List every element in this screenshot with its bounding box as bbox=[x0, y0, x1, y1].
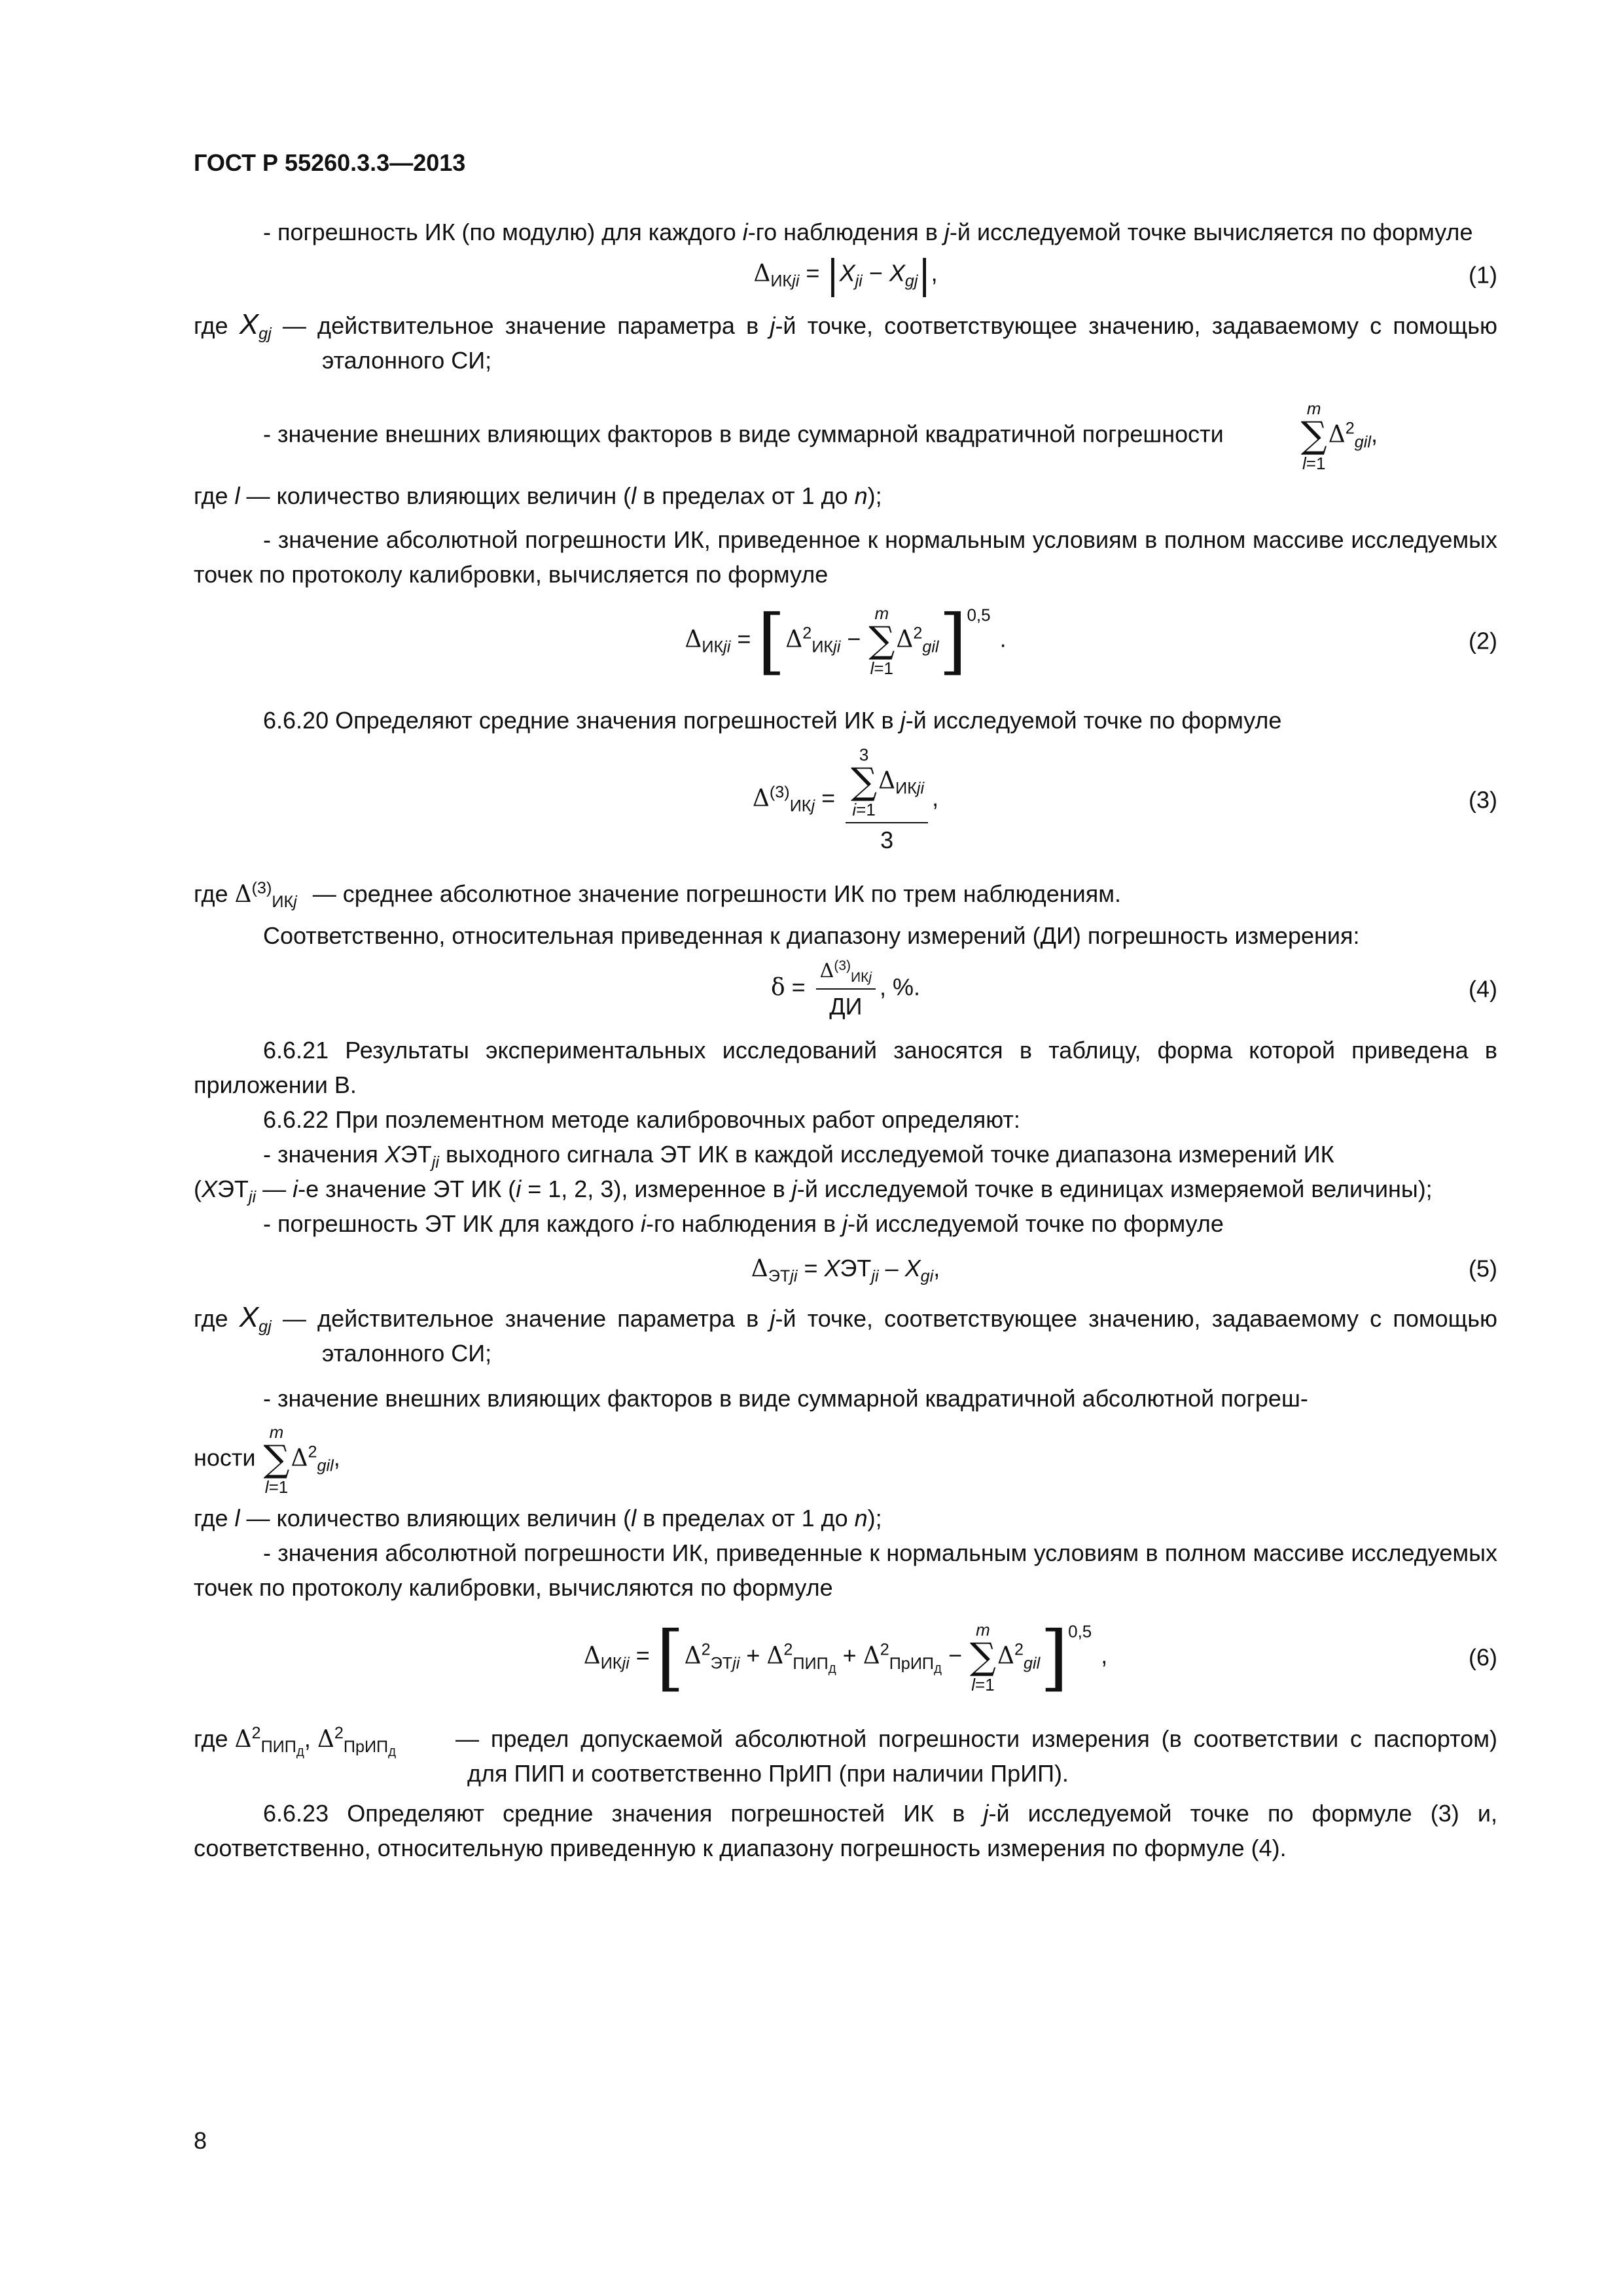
definition-text: — предел допускаемой абсолютной погрешности измерения (в соответствии с паспортом) для ПИП и соответственно ПрИП (при наличии ПрИП). bbox=[455, 1725, 1497, 1787]
definition: где $\Delta^2_{ПИП_Д}$, $\Delta^2_{ПрИП_Д}$ — предел допускаемой абсолютной погрешности измерения (в соответствии с паспортом) для ПИП и соответственно ПрИП (при наличии ПрИП). bbox=[194, 1721, 1497, 1791]
paragraph: - значение внешних влияющих факторов в виде суммарной квадратичной абсолютной погреш- bbox=[263, 1385, 1308, 1412]
paragraph: где $\Delta^{(3)}_{ИКj}$ — среднее абсолютное значение погрешности ИК по трем наблюдениям. bbox=[194, 879, 1121, 912]
paragraph: - значение внешних влияющих факторов в виде суммарной квадратичной погрешности m ∑ l=1 $\Delta^2_{gil}$, bbox=[263, 399, 1378, 473]
document-header: ГОСТ Р 55260.3.3—2013 bbox=[194, 149, 466, 176]
paragraph: ности m ∑ l=1 $\Delta^2_{gil}$, bbox=[194, 1422, 340, 1497]
paragraph: 6.6.23 Определяют средние значения погрешностей ИК в j-й исследуемой точке по формуле (3) и, соответственно, относительную приведенную к диапазону погрешность измерения по формуле (4). bbox=[194, 1800, 1497, 1861]
paragraph: где $X_{gj}$ — действительное значение параметра в j-й точке, соответствующее значению, задаваемому с помощью эталонного СИ; bbox=[194, 1301, 1498, 1367]
formula-number: (1) bbox=[1469, 261, 1497, 289]
formula-number: (3) bbox=[1469, 786, 1497, 814]
page-number: 8 bbox=[194, 2127, 207, 2154]
formula-1: $\Delta_{ИКji} = |X_{ji} - X_{gj}|$, (1) bbox=[753, 252, 1497, 298]
paragraph: 6.6.22 При поэлементном методе калибровочных работ определяют: bbox=[263, 1106, 1020, 1133]
formula-5: $\Delta_{ЭТji} = XЭТ_{ji} - X_{gi}$, (5) bbox=[194, 1241, 1497, 1296]
paragraph: Соответственно, относительная приведенная к диапазону измерений (ДИ) погрешность измерения: bbox=[263, 922, 1360, 949]
paragraph: - значение абсолютной погрешности ИК, приведенное к нормальным условиям в полном массиве исследуемых точек по протоколу калибровки, вычисляется по формуле bbox=[194, 526, 1497, 588]
paragraph: - погрешность ИК (по модулю) для каждого i-го наблюдения в j-й исследуемой точке вычисляется по формуле bbox=[263, 219, 1473, 245]
formula-6: $\Delta_{ИКji} = [\Delta^2_{ЭТji} + \Delta^2_{ПИП_Д} + \Delta^2_{ПрИП_Д}$ − m ∑ l=1 $\Delta^2_{gil}]^{0,5}$, (6) bbox=[583, 1615, 1497, 1699]
paragraph: 6.6.21 Результаты экспериментальных исследований заносятся в таблицу, форма которой приведена в приложении В. bbox=[194, 1037, 1497, 1098]
formula-number: (6) bbox=[1469, 1643, 1497, 1671]
formula-4: δ = $\frac{\Delta^{(3)}_{ИКj}}{ДИ}$ , %. (4) bbox=[770, 958, 1497, 1020]
paragraph: где l — количество влияющих величин (l в пределах от 1 до n); bbox=[194, 482, 882, 509]
paragraph: - значения $XЭТ_{ji}$ выходного сигнала ЭТ ИК в каждой исследуемой точке диапазона измерений ИК bbox=[263, 1141, 1334, 1172]
formula-number: (4) bbox=[1469, 975, 1497, 1003]
paragraph: - погрешность ЭТ ИК для каждого i-го наблюдения в j-й исследуемой точке по формуле bbox=[263, 1210, 1224, 1237]
page-body bbox=[194, 215, 1497, 1865]
formula-3: $\Delta^{(3)}_{ИКj}$ = 3 ∑ i=1 $\Delta_{ИКji}$ 3 , (3) bbox=[752, 745, 1497, 853]
formula-2: $\Delta_{ИКji} = [\Delta^2_{ИКji}$ − m ∑ l=1 $\Delta^2_{gil}]^{0,5}$. (2) bbox=[685, 599, 1497, 683]
paragraph: - значения абсолютной погрешности ИК, приведенные к нормальным условиям в полном массиве исследуемых точек по протоколу калибровки, вычисляются по формуле bbox=[194, 1539, 1497, 1601]
paragraph: ($XЭТ_{ji}$ — i-е значение ЭТ ИК (i = 1, 2, 3), измеренное в j-й исследуемой точке в единицах измеряемой величины); bbox=[194, 1175, 1433, 1207]
formula-number: (2) bbox=[1469, 627, 1497, 655]
paragraph: где l — количество влияющих величин (l в пределах от 1 до n); bbox=[194, 1505, 882, 1532]
formula-number: (5) bbox=[1469, 1255, 1497, 1282]
paragraph: 6.6.20 Определяют средние значения погрешностей ИК в j-й исследуемой точке по формуле bbox=[263, 707, 1282, 734]
paragraph: где $X_{gj}$ — действительное значение параметра в j-й точке, соответствующее значению, задаваемому с помощью эталонного СИ; bbox=[194, 308, 1498, 374]
